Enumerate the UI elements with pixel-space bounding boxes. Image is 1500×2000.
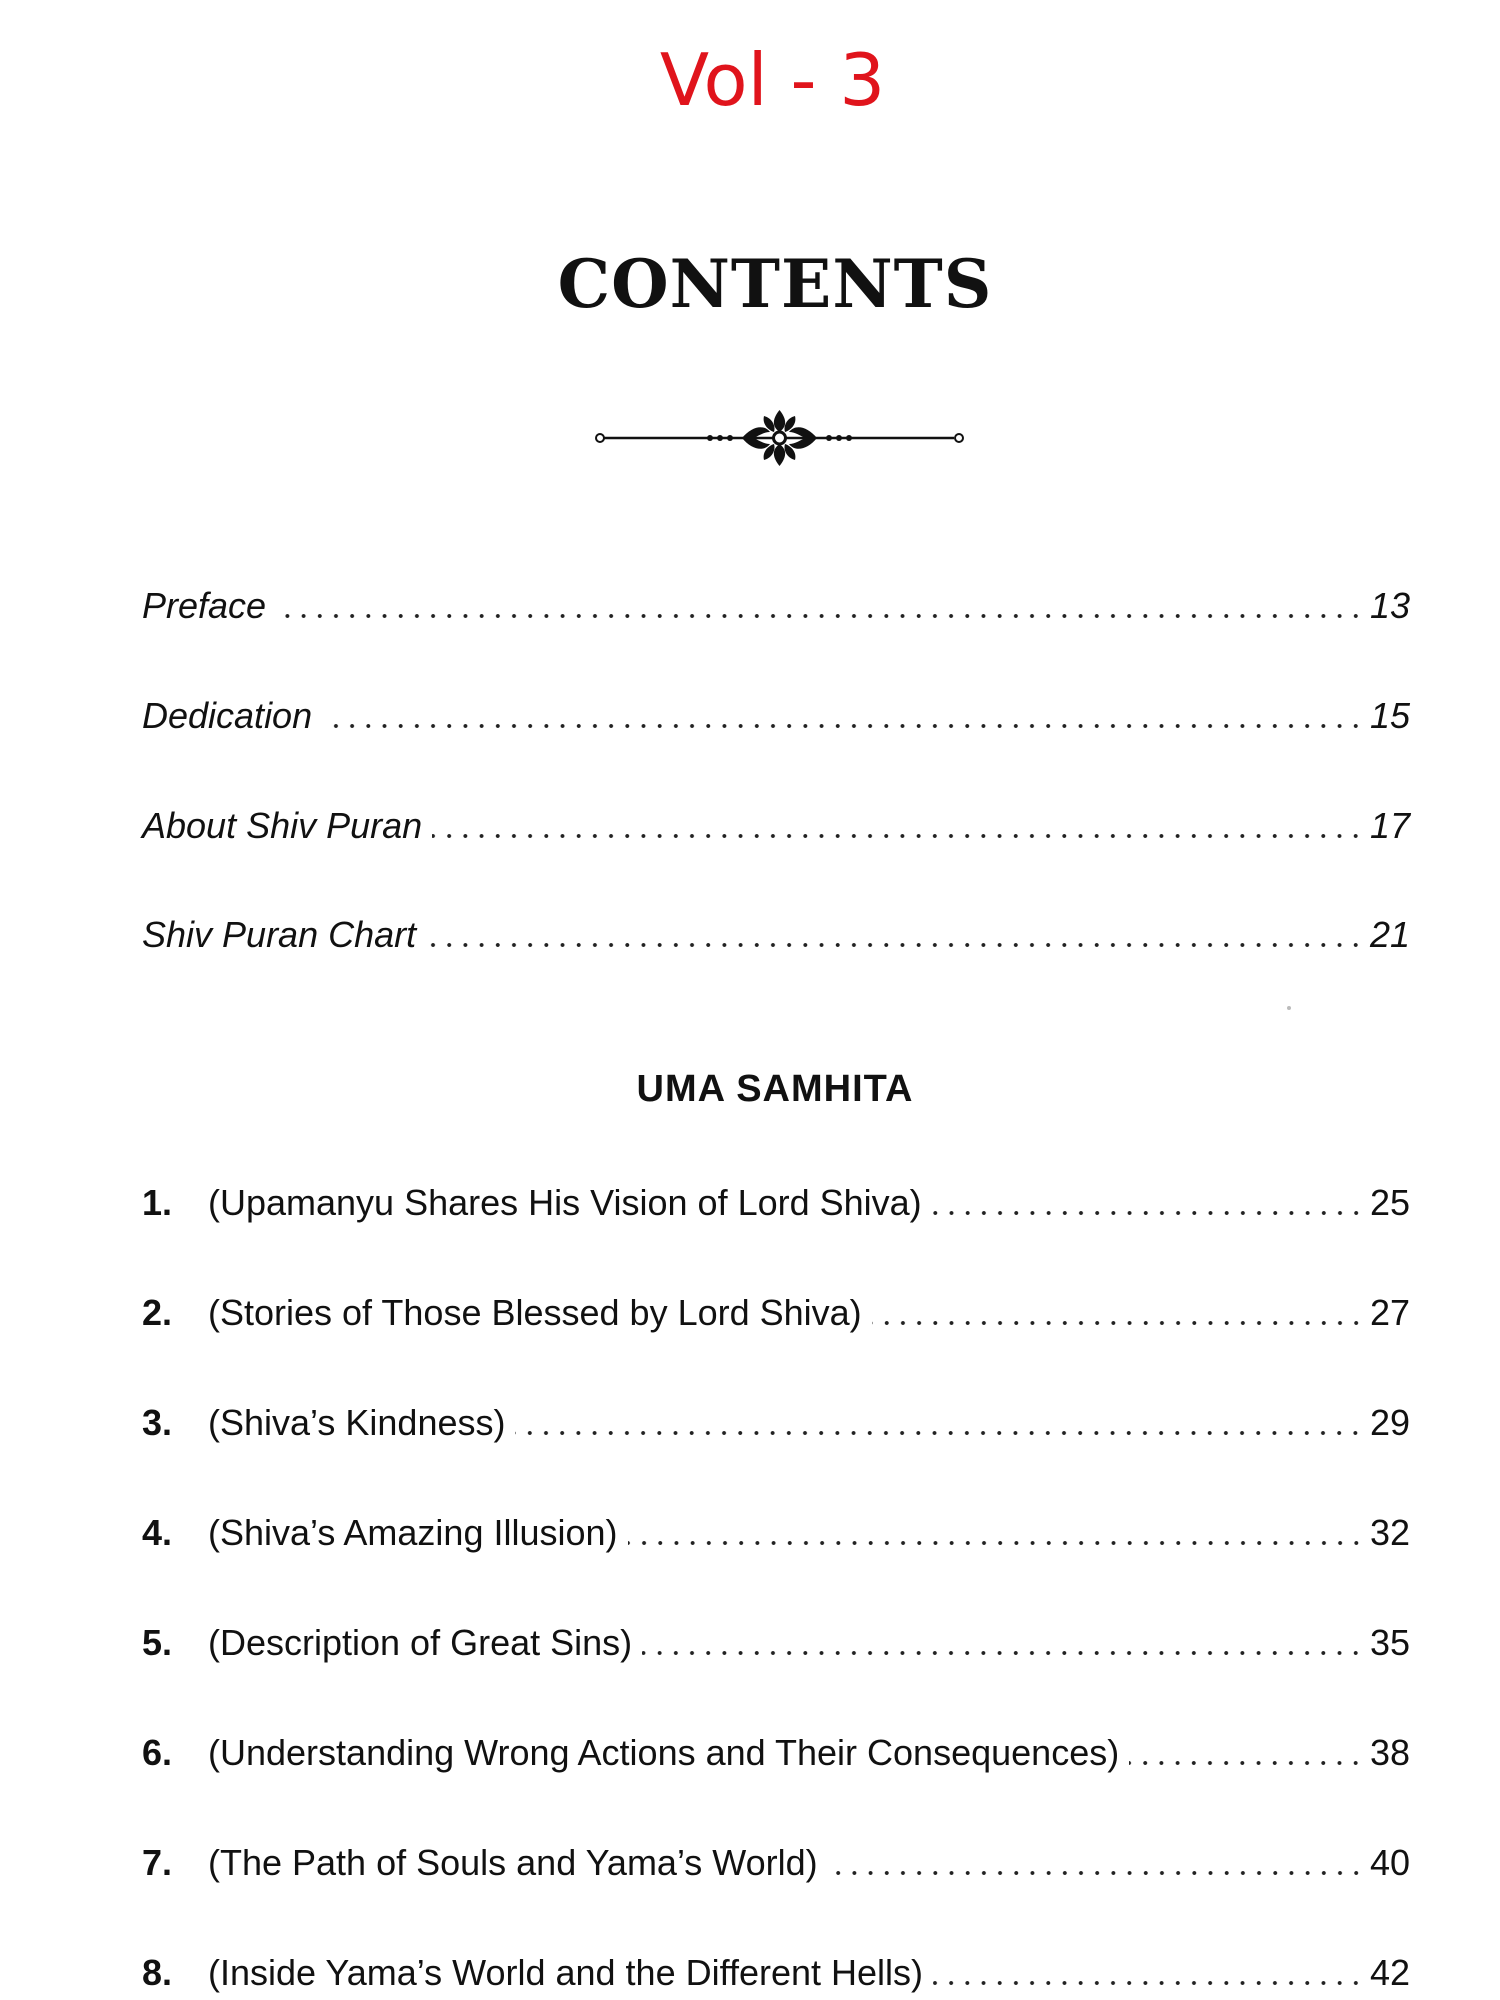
dot-leader [432,833,1364,839]
toc-chapter-3[interactable] [142,1385,1410,1445]
chapter-title: (Upamanyu Shares His Vision of Lord Shiva) [208,1182,922,1223]
chapter-number: 6. [142,1732,173,1773]
chapter-number: 5. [142,1622,173,1663]
chapter-title: (Description of Great Sins) [208,1622,633,1663]
chapter-title: (Shiva’s Kindness) [208,1402,506,1443]
toc-entry-page: 13 [1369,585,1410,626]
page-title: CONTENTS [557,245,993,323]
chapter-page: 35 [1369,1622,1410,1663]
volume-label: Vol - 3 [659,38,886,122]
chapter-title: (Understanding Wrong Actions and Their Consequences) [208,1732,1120,1773]
dot-leader [1129,1760,1364,1766]
chapter-page: 38 [1369,1732,1410,1773]
chapter-number: 4. [142,1512,173,1553]
dot-leader [872,1320,1364,1326]
chapter-page: 25 [1369,1182,1410,1223]
toc-entry-label: About Shiv Puran [142,805,423,846]
toc-chapter-4[interactable] [142,1495,1410,1555]
dot-leader [932,1210,1364,1216]
chapter-title: (Shiva’s Amazing Illusion) [208,1512,618,1553]
chapter-number: 3. [142,1402,173,1443]
toc-chapter-7[interactable] [142,1825,1410,1885]
dot-leader [515,1430,1363,1436]
chapter-title: (The Path of Souls and Yama’s World) [208,1842,818,1883]
dot-leader [322,723,1364,729]
chapter-number: 8. [142,1952,173,1993]
chapter-page: 29 [1369,1402,1410,1443]
toc-chapter-1[interactable] [142,1165,1410,1225]
chapter-page: 32 [1369,1512,1410,1553]
toc-entry-preface[interactable] [142,568,1410,628]
toc-entry-label: Preface [142,585,267,626]
section-title: UMA SAMHITA [636,1068,914,1110]
toc-chapter-6[interactable] [142,1715,1410,1775]
toc-entry-label: Shiv Puran Chart [142,914,417,955]
toc-chapter-8[interactable] [142,1935,1410,1995]
dot-leader [933,1980,1364,1986]
chapter-number: 2. [142,1292,173,1333]
toc-chapter-2[interactable] [142,1275,1410,1335]
chapter-number: 1. [142,1182,173,1223]
ornament-divider-icon [592,402,967,474]
paper-speck [1287,1006,1291,1010]
chapter-title: (Stories of Those Blessed by Lord Shiva) [208,1292,862,1333]
chapter-title: (Inside Yama’s World and the Different Hells) [208,1952,924,1993]
dot-leader [426,942,1364,948]
toc-entry-label: Dedication [142,695,313,736]
dot-leader [642,1650,1364,1656]
toc-entry-page: 15 [1369,695,1410,736]
toc-entry-shiv-puran-chart[interactable] [142,897,1410,957]
toc-entry-page: 21 [1369,914,1410,955]
chapter-page: 40 [1369,1842,1410,1883]
dot-leader [628,1540,1364,1546]
toc-entry-page: 17 [1369,805,1410,846]
toc-chapter-5[interactable] [142,1605,1410,1665]
chapter-number: 7. [142,1842,173,1883]
chapter-page: 42 [1369,1952,1410,1993]
dot-leader [828,1870,1364,1876]
toc-entry-about-shiv-puran[interactable] [142,788,1410,848]
dot-leader [276,613,1364,619]
chapter-page: 27 [1369,1292,1410,1333]
toc-entry-dedication[interactable] [142,678,1410,738]
